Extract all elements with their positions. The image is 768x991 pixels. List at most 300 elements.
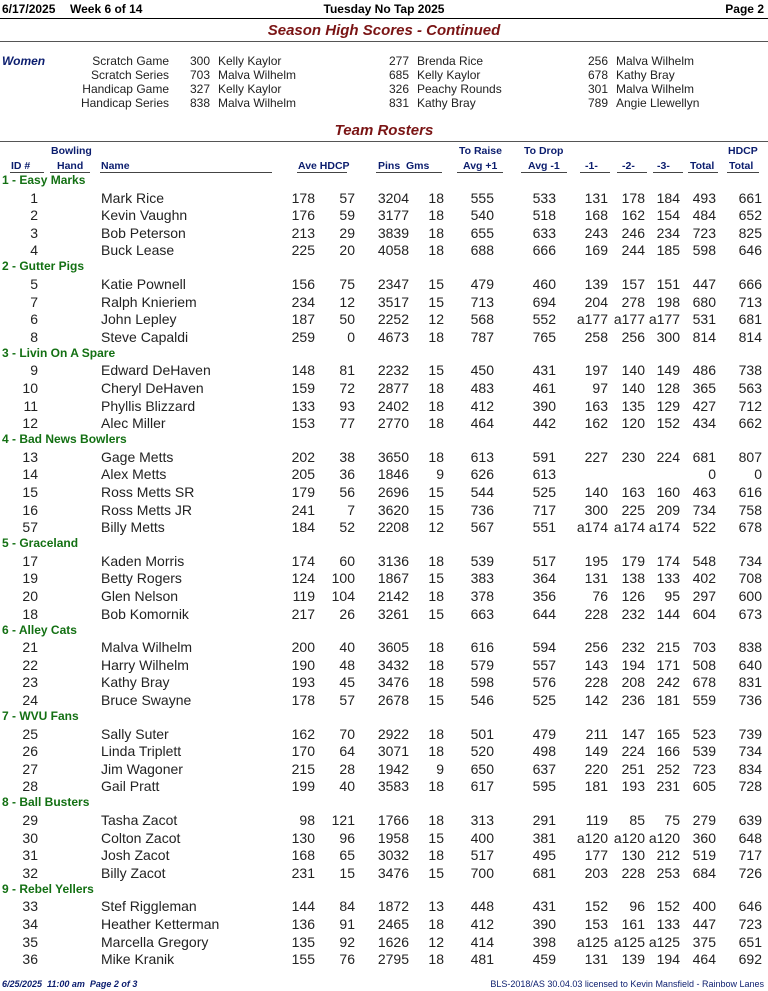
bowler-to-drop: 390: [532, 397, 556, 414]
bowler-games: 18: [428, 328, 444, 345]
bowler-pins: 2142: [377, 587, 409, 604]
bowler-game3: 252: [656, 760, 680, 777]
bowler-average: 259: [291, 328, 315, 345]
bowler-id: 7: [30, 293, 38, 310]
bowler-game2: 244: [621, 242, 645, 259]
bowler-game2: 140: [621, 379, 645, 396]
bowler-hdcp-total: 713: [738, 293, 762, 310]
bowler-to-drop: 398: [532, 933, 556, 950]
bowler-average: 178: [291, 691, 315, 708]
bowler-game1: 243: [584, 224, 608, 241]
bowler-to-drop: 557: [532, 656, 556, 673]
bowler-handicap: 104: [331, 587, 355, 604]
bowler-name: Kathy Bray: [101, 674, 170, 691]
bowler-name: Buck Lease: [101, 242, 175, 259]
hs-score: 678: [587, 68, 608, 82]
bowler-game2: 140: [621, 362, 645, 379]
bowler-row: [0, 865, 768, 883]
bowler-pins: 4058: [377, 242, 409, 259]
bowler-to-drop: 533: [532, 189, 556, 206]
bowler-to-drop: 717: [532, 501, 556, 518]
bowler-game2: 135: [621, 397, 645, 414]
bowler-to-drop: 495: [532, 847, 556, 864]
bowler-name: Phyllis Blizzard: [101, 397, 196, 414]
bowler-average: 225: [291, 242, 315, 259]
bowler-pins: 1766: [377, 811, 409, 828]
bowler-hdcp-total: 717: [738, 847, 762, 864]
bowler-handicap: 77: [339, 415, 355, 432]
bowler-pins: 3261: [377, 605, 409, 622]
bowler-average: 200: [291, 639, 315, 656]
header-rule: [0, 18, 768, 19]
bowler-total: 723: [692, 760, 716, 777]
bowler-to-drop: 633: [532, 224, 556, 241]
bowler-to-raise: 414: [470, 933, 494, 950]
bowler-average: 155: [291, 951, 315, 968]
bowler-handicap: 50: [339, 311, 355, 328]
bowler-game1: 168: [584, 207, 608, 224]
bowler-hdcp-total: 648: [738, 829, 762, 846]
bowler-game3: 133: [656, 570, 680, 587]
bowler-game3: 174: [656, 552, 680, 569]
bowler-name: Mark Rice: [101, 189, 165, 206]
bowler-game2: 193: [621, 778, 645, 795]
bowler-total: 734: [692, 501, 716, 518]
underline-drop: [521, 172, 567, 173]
hs-name: Angie Llewellyn: [616, 96, 700, 110]
bowler-games: 18: [428, 725, 444, 742]
bowler-pins: 1958: [377, 829, 409, 846]
bowler-total: 402: [692, 570, 716, 587]
bowler-game3: a125: [648, 933, 680, 950]
bowler-game1: 131: [584, 570, 608, 587]
bowler-to-drop: 765: [532, 328, 556, 345]
bowler-name: Linda Triplett: [101, 743, 182, 760]
col-hdcp: HDCP: [728, 145, 758, 157]
bowler-to-drop: 644: [532, 605, 556, 622]
bowler-game2: 278: [621, 293, 645, 310]
col-game3: -3-: [657, 160, 670, 172]
bowler-to-drop: 381: [532, 829, 556, 846]
col-game2: -2-: [622, 160, 635, 172]
hs-name: Peachy Rounds: [417, 82, 502, 96]
bowler-game3: 129: [656, 397, 680, 414]
bowler-hdcp-total: 652: [738, 207, 762, 224]
bowler-name: Tasha Zacot: [101, 811, 178, 828]
bowler-game3: 166: [656, 743, 680, 760]
bowler-total: 434: [692, 415, 716, 432]
bowler-handicap: 0: [347, 328, 355, 345]
bowler-total: 559: [692, 691, 716, 708]
bowler-games: 12: [428, 933, 444, 950]
bowler-games: 15: [428, 275, 444, 292]
bowler-to-raise: 650: [470, 760, 494, 777]
bowler-pins: 2252: [377, 311, 409, 328]
bowler-to-drop: 637: [532, 760, 556, 777]
bowler-name: Ross Metts JR: [101, 501, 193, 518]
report-week: Week 6 of 14: [70, 2, 143, 16]
bowler-average: 176: [291, 207, 315, 224]
bowler-game1: 119: [585, 811, 608, 828]
bowler-to-drop: 552: [532, 311, 556, 328]
underline-pins: [376, 172, 442, 173]
bowler-games: 15: [428, 829, 444, 846]
bowler-average: 170: [291, 743, 315, 760]
bowler-name: Kaden Morris: [101, 552, 185, 569]
bowler-game1: 131: [584, 951, 608, 968]
bowler-handicap: 29: [339, 224, 355, 241]
bowler-to-raise: 688: [470, 242, 494, 259]
bowler-average: 187: [291, 311, 315, 328]
bowler-average: 153: [291, 415, 315, 432]
bowler-game1: 227: [584, 448, 608, 465]
bowler-to-raise: 450: [470, 362, 494, 379]
bowler-row: [0, 502, 768, 520]
bowler-total: 447: [692, 275, 716, 292]
bowler-games: 18: [428, 224, 444, 241]
underline-ave: [297, 172, 347, 173]
bowler-id: 35: [22, 933, 38, 950]
bowler-game1: 204: [584, 293, 608, 310]
col-pins-gms: Pins Gms: [378, 160, 430, 172]
bowler-game3: 184: [656, 189, 680, 206]
bowler-row: [0, 847, 768, 865]
hs-name: Kathy Bray: [417, 96, 476, 110]
bowler-total: 678: [692, 674, 716, 691]
underline-g2: [617, 172, 647, 173]
underline-name: [100, 172, 272, 173]
bowler-average: 98: [299, 811, 315, 828]
bowler-id: 11: [23, 397, 38, 414]
bowler-pins: 1872: [377, 898, 409, 915]
bowler-average: 241: [291, 501, 315, 518]
bowler-to-drop: 390: [532, 915, 556, 932]
bowler-pins: 3517: [377, 293, 409, 310]
bowler-handicap: 65: [339, 847, 355, 864]
bowler-handicap: 15: [339, 864, 355, 881]
bowler-to-raise: 464: [470, 415, 494, 432]
bowler-hdcp-total: 646: [738, 242, 762, 259]
col-to-raise: To Raise: [459, 145, 502, 157]
bowler-name: Mike Kranik: [101, 951, 175, 968]
bowler-to-drop: 461: [532, 379, 556, 396]
bowler-id: 32: [22, 864, 38, 881]
bowler-games: 18: [428, 656, 444, 673]
bowler-total: 447: [692, 915, 716, 932]
bowler-id: 31: [22, 847, 38, 864]
bowler-to-raise: 517: [470, 847, 494, 864]
bowler-total: 680: [692, 293, 716, 310]
hs-score: 327: [189, 82, 210, 96]
bowler-games: 18: [428, 847, 444, 864]
bowler-pins: 2678: [377, 691, 409, 708]
bowler-game3: a120: [648, 829, 680, 846]
col-avg-minus: Avg -1: [528, 160, 560, 172]
bowler-id: 30: [22, 829, 38, 846]
hs-score: 277: [388, 54, 409, 68]
bowler-to-raise: 378: [470, 587, 494, 604]
bowler-id: 20: [22, 587, 38, 604]
bowler-id: 2: [30, 207, 38, 224]
bowler-average: 190: [291, 656, 315, 673]
bowler-game2: 163: [621, 483, 645, 500]
bowler-handicap: 56: [339, 483, 355, 500]
bowler-handicap: 36: [339, 466, 355, 483]
bowler-name: Gail Pratt: [101, 778, 160, 795]
bowler-to-drop: 498: [532, 743, 556, 760]
bowler-pins: 1867: [377, 570, 409, 587]
bowler-game3: 154: [656, 207, 680, 224]
bowler-games: 18: [428, 189, 444, 206]
col-total: Total: [690, 160, 715, 172]
bowler-pins: 1942: [377, 760, 409, 777]
bowler-name: Alec Miller: [101, 415, 166, 432]
bowler-pins: 3605: [377, 639, 409, 656]
bowler-game2: 194: [621, 656, 645, 673]
hs-score: 256: [587, 54, 608, 68]
hs-name: Kelly Kaylor: [218, 82, 282, 96]
bowler-id: 1: [30, 189, 38, 206]
bowler-to-raise: 479: [470, 275, 494, 292]
bowler-to-raise: 412: [470, 915, 494, 932]
bowler-row: [0, 553, 768, 571]
bowler-total: 604: [692, 605, 716, 622]
bowler-total: 365: [692, 379, 716, 396]
bowler-to-raise: 568: [470, 311, 494, 328]
bowler-row: [0, 606, 768, 624]
team-header: 6 - Alley Cats: [2, 622, 77, 637]
bowler-handicap: 72: [339, 379, 355, 396]
bowler-hdcp-total: 807: [738, 448, 762, 465]
bowler-to-raise: 313: [470, 811, 494, 828]
bowler-pins: 3476: [377, 864, 409, 881]
bowler-games: 18: [428, 207, 444, 224]
bowler-game3: 128: [656, 379, 680, 396]
bowler-game3: 144: [656, 605, 680, 622]
bowler-pins: 2208: [377, 519, 409, 536]
hs-name: Malva Wilhelm: [616, 54, 695, 68]
bowler-id: 21: [22, 639, 38, 656]
bowler-games: 15: [428, 483, 444, 500]
bowler-game2: 120: [621, 415, 645, 432]
bowler-id: 25: [22, 725, 38, 742]
bowler-games: 13: [428, 898, 444, 915]
team-header: 3 - Livin On A Spare: [2, 345, 116, 360]
bowler-game1: 220: [584, 760, 608, 777]
bowler-game2: 228: [621, 864, 645, 881]
bowler-to-raise: 400: [470, 829, 494, 846]
bowler-total: 531: [692, 311, 716, 328]
bowler-average: 234: [291, 293, 315, 310]
col-bowling: Bowling: [51, 145, 92, 157]
bowler-total: 297: [692, 587, 716, 604]
hs-score: 301: [587, 82, 608, 96]
bowler-games: 15: [428, 691, 444, 708]
bowler-game1: 142: [584, 691, 608, 708]
bowler-to-drop: 442: [532, 415, 556, 432]
hs-score: 831: [388, 96, 409, 110]
team-header: 1 - Easy Marks: [2, 173, 86, 187]
bowler-row: [0, 830, 768, 848]
bowler-to-drop: 694: [532, 293, 556, 310]
underline-g1: [580, 172, 610, 173]
team-header: 7 - WVU Fans: [2, 709, 79, 723]
bowler-game3: 231: [656, 778, 680, 795]
bowler-pins: 3583: [377, 778, 409, 795]
bowler-name: Billy Zacot: [101, 864, 166, 881]
bowler-pins: 2696: [377, 483, 409, 500]
bowler-pins: 3476: [377, 674, 409, 691]
bowler-game2: 157: [621, 275, 645, 292]
bowler-total: 464: [692, 951, 716, 968]
bowler-row: [0, 761, 768, 779]
bowler-name: Ross Metts SR: [101, 483, 195, 500]
bowler-to-raise: 544: [470, 483, 494, 500]
bowler-id: 17: [22, 552, 38, 569]
bowler-to-drop: 595: [532, 778, 556, 795]
bowler-total: 279: [692, 811, 716, 828]
bowler-game2: 161: [621, 915, 645, 932]
bowler-average: 184: [291, 519, 315, 536]
bowler-game2: a174: [613, 519, 645, 536]
col-to-drop: To Drop: [524, 145, 564, 157]
bowler-hdcp-total: 838: [738, 639, 762, 656]
bowler-name: Harry Wilhelm: [101, 656, 189, 673]
col-name: Name: [101, 160, 130, 172]
bowler-hdcp-total: 662: [738, 415, 762, 432]
bowler-game3: a177: [648, 311, 680, 328]
bowler-total: 508: [692, 656, 716, 673]
bowler-handicap: 40: [339, 639, 355, 656]
bowler-total: 486: [692, 362, 716, 379]
bowler-row: [0, 588, 768, 606]
bowler-to-drop: 518: [532, 207, 556, 224]
bowler-hdcp-total: 758: [738, 501, 762, 518]
bowler-game1: a177: [576, 311, 608, 328]
bowler-to-drop: 460: [532, 275, 556, 292]
bowler-row: [0, 674, 768, 692]
bowler-game2: a177: [613, 311, 645, 328]
season-high-row: [0, 54, 768, 68]
bowler-id: 22: [22, 656, 38, 673]
bowler-game2: 179: [621, 552, 645, 569]
bowler-name: Bob Peterson: [101, 224, 186, 241]
bowler-game1: 152: [584, 898, 608, 915]
bowler-to-drop: 291: [532, 811, 556, 828]
bowler-to-drop: 613: [532, 466, 556, 483]
bowler-handicap: 70: [339, 725, 355, 742]
bowler-pins: 2465: [377, 915, 409, 932]
bowler-games: 18: [428, 639, 444, 656]
bowler-game2: 126: [621, 587, 645, 604]
bowler-to-raise: 555: [470, 189, 494, 206]
bowler-game3: 95: [664, 587, 680, 604]
bowler-row: [0, 692, 768, 710]
bowler-hdcp-total: 661: [738, 189, 762, 206]
bowler-name: Kevin Vaughn: [101, 207, 188, 224]
bowler-game1: a120: [576, 829, 608, 846]
bowler-game3: 152: [656, 415, 680, 432]
bowler-game2: a120: [613, 829, 645, 846]
col-ave-hdcp: Ave HDCP: [298, 160, 350, 172]
bowler-game3: 215: [656, 639, 680, 656]
bowler-row: [0, 225, 768, 243]
bowler-hdcp-total: 736: [738, 691, 762, 708]
hs-score: 838: [189, 96, 210, 110]
hs-name: Kathy Bray: [616, 68, 675, 82]
bowler-average: 174: [291, 552, 315, 569]
bowler-id: 4: [30, 242, 38, 259]
bowler-hdcp-total: 640: [738, 656, 762, 673]
bowler-name: Bob Komornik: [101, 605, 189, 622]
season-high-group: Women: [2, 54, 46, 68]
hs-name: Kelly Kaylor: [218, 54, 282, 68]
bowler-game1: 153: [584, 915, 608, 932]
bowler-name: Edward DeHaven: [101, 362, 211, 379]
bowler-to-raise: 546: [470, 691, 494, 708]
bowler-hdcp-total: 734: [738, 552, 762, 569]
bowler-name: Glen Nelson: [101, 587, 179, 604]
team-header: 4 - Bad News Bowlers: [2, 432, 127, 447]
hs-score: 300: [189, 54, 210, 68]
bowler-to-raise: 736: [470, 501, 494, 518]
bowler-game1: 139: [584, 275, 608, 292]
team-header: 8 - Ball Busters: [2, 795, 90, 810]
bowler-game1: 163: [584, 397, 608, 414]
bowler-id: 23: [22, 674, 38, 691]
bowler-to-raise: 713: [470, 293, 494, 310]
bowler-to-drop: 356: [532, 587, 556, 604]
bowler-row: [0, 207, 768, 225]
bowler-game1: 140: [584, 483, 608, 500]
bowler-pins: 3204: [377, 189, 409, 206]
bowler-game3: 198: [656, 293, 680, 310]
bowler-handicap: 7: [347, 501, 355, 518]
bowler-game3: 242: [656, 674, 680, 691]
bowler-games: 18: [428, 242, 444, 259]
bowler-game1: 177: [584, 847, 608, 864]
bowler-id: 5: [30, 275, 38, 292]
bowler-total: 484: [692, 207, 716, 224]
bowler-games: 15: [428, 605, 444, 622]
bowler-to-raise: 787: [470, 328, 494, 345]
bowler-handicap: 20: [339, 242, 355, 259]
bowler-row: [0, 466, 768, 484]
bowler-games: 18: [428, 915, 444, 932]
bowler-handicap: 84: [339, 898, 355, 915]
bowler-games: 18: [428, 811, 444, 828]
bowler-pins: 2770: [377, 415, 409, 432]
bowler-game2: 246: [621, 224, 645, 241]
bowler-game3: 151: [656, 275, 680, 292]
bowler-handicap: 38: [339, 448, 355, 465]
bowler-to-raise: 540: [470, 207, 494, 224]
bowler-id: 9: [30, 362, 38, 379]
bowler-average: 205: [291, 466, 315, 483]
bowler-handicap: 100: [331, 570, 355, 587]
bowler-hdcp-total: 639: [738, 811, 762, 828]
bowler-games: 15: [428, 293, 444, 310]
bowler-handicap: 91: [339, 915, 355, 932]
bowler-pins: 3136: [377, 552, 409, 569]
bowler-games: 12: [428, 311, 444, 328]
bowler-pins: 2347: [377, 275, 409, 292]
bowler-row: [0, 190, 768, 208]
bowler-to-raise: 626: [470, 466, 494, 483]
bowler-hdcp-total: 708: [738, 570, 762, 587]
bowler-average: 133: [291, 397, 315, 414]
bowler-name: Cheryl DeHaven: [101, 379, 204, 396]
